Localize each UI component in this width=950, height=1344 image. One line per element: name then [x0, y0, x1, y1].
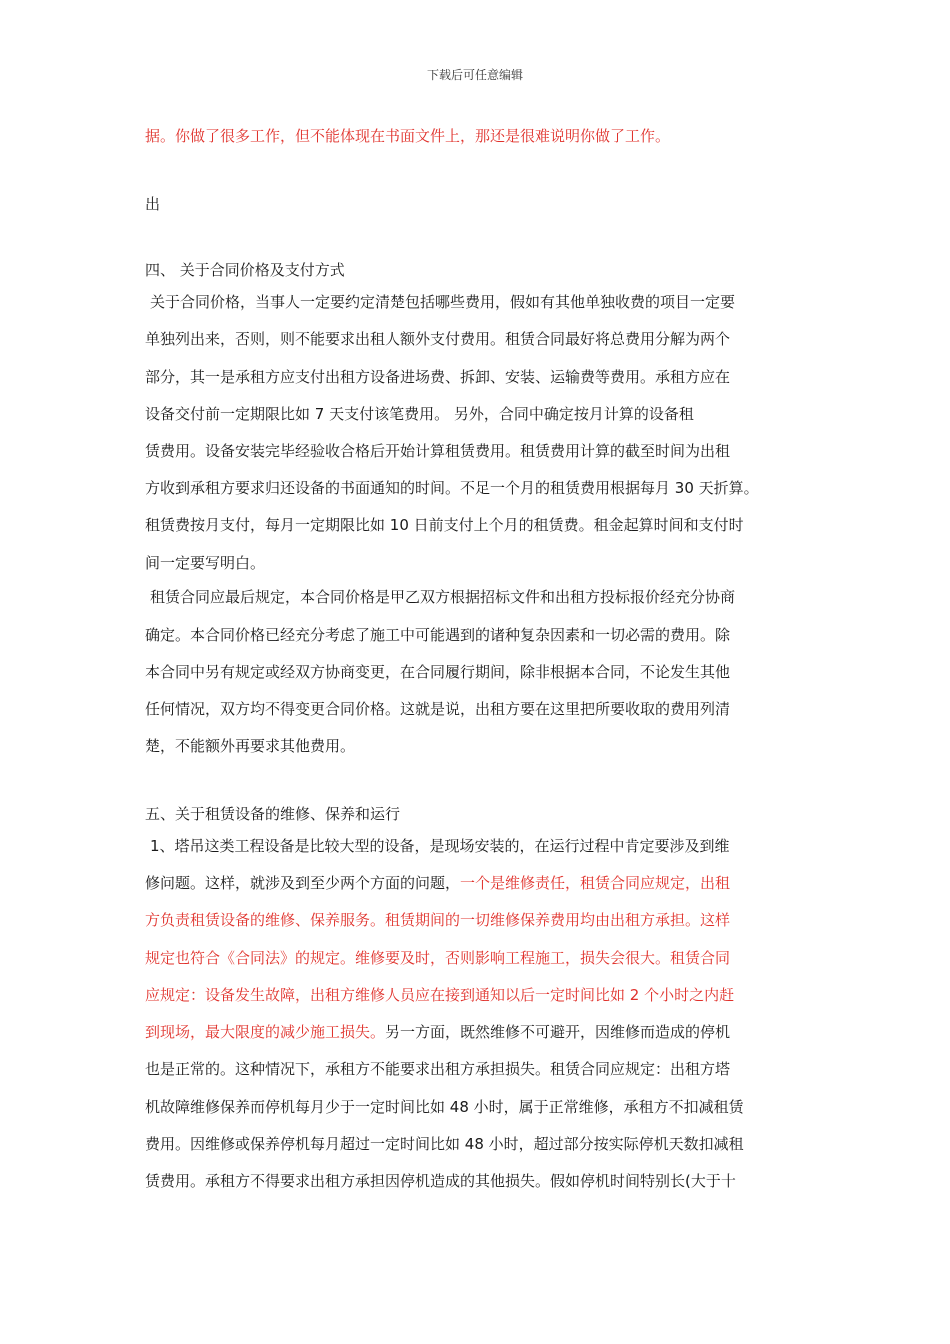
text-line	[145, 478, 759, 498]
text-line	[145, 1171, 736, 1191]
body-text: 机故障维修保养而停机每月少于一定时间比如 48 小时，属于正常维修，承租方不扣减租赁	[145, 1098, 744, 1116]
body-text: 本合同中另有规定或经双方协商变更，在合同履行期间，除非根据本合同，不论发生其他	[145, 663, 731, 681]
text-line	[150, 587, 735, 607]
text-line	[145, 699, 730, 719]
body-text: 四、 关于合同价格及支付方式	[145, 261, 345, 279]
body-text: 五、关于租赁设备的维修、保养和运行	[145, 805, 401, 823]
highlighted-text: 规定也符合《合同法》的规定。维修要及时，否则影响工程施工，损失会很大。租赁合同	[145, 949, 731, 967]
highlighted-text: 方负责租赁设备的维修、保养服务。租赁期间的一切维修保养费用均由出租方承担。这样	[145, 911, 731, 929]
text-line	[145, 1097, 744, 1117]
text-line	[145, 260, 345, 280]
body-text: 任何情况，双方均不得变更合同价格。这就是说，出租方要在这里把所要收取的费用列清	[145, 700, 731, 718]
body-text: 也是正常的。这种情况下，承租方不能要求出租方承担损失。租赁合同应规定：出租方塔	[145, 1060, 731, 1078]
text-line	[145, 625, 730, 645]
body-text: 费用。因维修或保养停机每月超过一定时间比如 48 小时，超过部分按实际停机天数扣减租	[145, 1135, 744, 1153]
body-text: 赁费用。承租方不得要求出租方承担因停机造成的其他损失。假如停机时间特别长(大于十	[145, 1172, 736, 1190]
text-line	[145, 553, 265, 573]
body-text: 间一定要写明白。	[145, 554, 266, 572]
body-text: 部分，其一是承租方应支付出租方设备进场费、拆卸、安装、运输费等费用。承租方应在	[145, 368, 731, 386]
text-line	[150, 292, 735, 312]
text-line	[145, 194, 160, 214]
text-line	[145, 515, 744, 535]
text-line	[145, 126, 670, 146]
text-line	[150, 836, 730, 856]
body-text: 设备交付前一定期限比如 7 天支付该笔费用。 另外，合同中确定按月计算的设备租	[145, 405, 694, 423]
body-text: 单独列出来，否则，则不能要求出租人额外支付费用。租赁合同最好将总费用分解为两个	[145, 330, 731, 348]
body-text: 1、塔吊这类工程设备是比较大型的设备，是现场安装的，在运行过程中肯定要涉及到维	[150, 837, 730, 855]
text-line	[145, 804, 400, 824]
body-text: 赁费用。设备安装完毕经验收合格后开始计算租赁费用。租赁费用计算的截至时间为出租	[145, 442, 731, 460]
highlighted-text: 到现场，最大限度的减少施工损失。	[145, 1023, 386, 1041]
body-text: 出	[145, 195, 161, 213]
body-text: 楚，不能额外再要求其他费用。	[145, 737, 356, 755]
body-text: 租赁合同应最后规定，本合同价格是甲乙双方根据招标文件和出租方投标报价经充分协商	[150, 588, 736, 606]
text-line	[145, 441, 730, 461]
text-line	[145, 910, 730, 930]
text-line	[145, 404, 694, 424]
text-line	[145, 1022, 730, 1042]
text-line	[145, 329, 730, 349]
body-text: 另一方面，既然维修不可避开，因维修而造成的停机	[385, 1023, 731, 1041]
text-line	[145, 367, 730, 387]
body-text: 方收到承租方要求归还设备的书面通知的时间。不足一个月的租赁费用根据每月 30 天折算。	[145, 479, 759, 497]
body-text: 关于合同价格，当事人一定要约定清楚包括哪些费用，假如有其他单独收费的项目一定要	[150, 293, 736, 311]
page-header: 下载后可任意编辑	[426, 68, 523, 82]
text-line	[145, 1134, 744, 1154]
text-line	[145, 873, 730, 893]
body-text: 确定。本合同价格已经充分考虑了施工中可能遇到的诸种复杂因素和一切必需的费用。除	[145, 626, 731, 644]
highlighted-text: 一个是维修责任，租赁合同应规定，出租	[460, 874, 731, 892]
text-line	[145, 948, 730, 968]
highlighted-text: 应规定：设备发生故障，出租方维修人员应在接到通知以后一定时间比如 2 个小时之内赶	[145, 986, 735, 1004]
text-line	[145, 1059, 730, 1079]
body-text: 修问题。这样，就涉及到至少两个方面的问题，	[145, 874, 461, 892]
body-text: 租赁费按月支付，每月一定期限比如 10 日前支付上个月的租赁费。租金起算时间和支付时	[145, 516, 744, 534]
text-line	[145, 985, 734, 1005]
text-line	[145, 662, 730, 682]
highlighted-text: 据。你做了很多工作，但不能体现在书面文件上，那还是很难说明你做了工作。	[145, 127, 671, 145]
text-line	[145, 736, 355, 756]
